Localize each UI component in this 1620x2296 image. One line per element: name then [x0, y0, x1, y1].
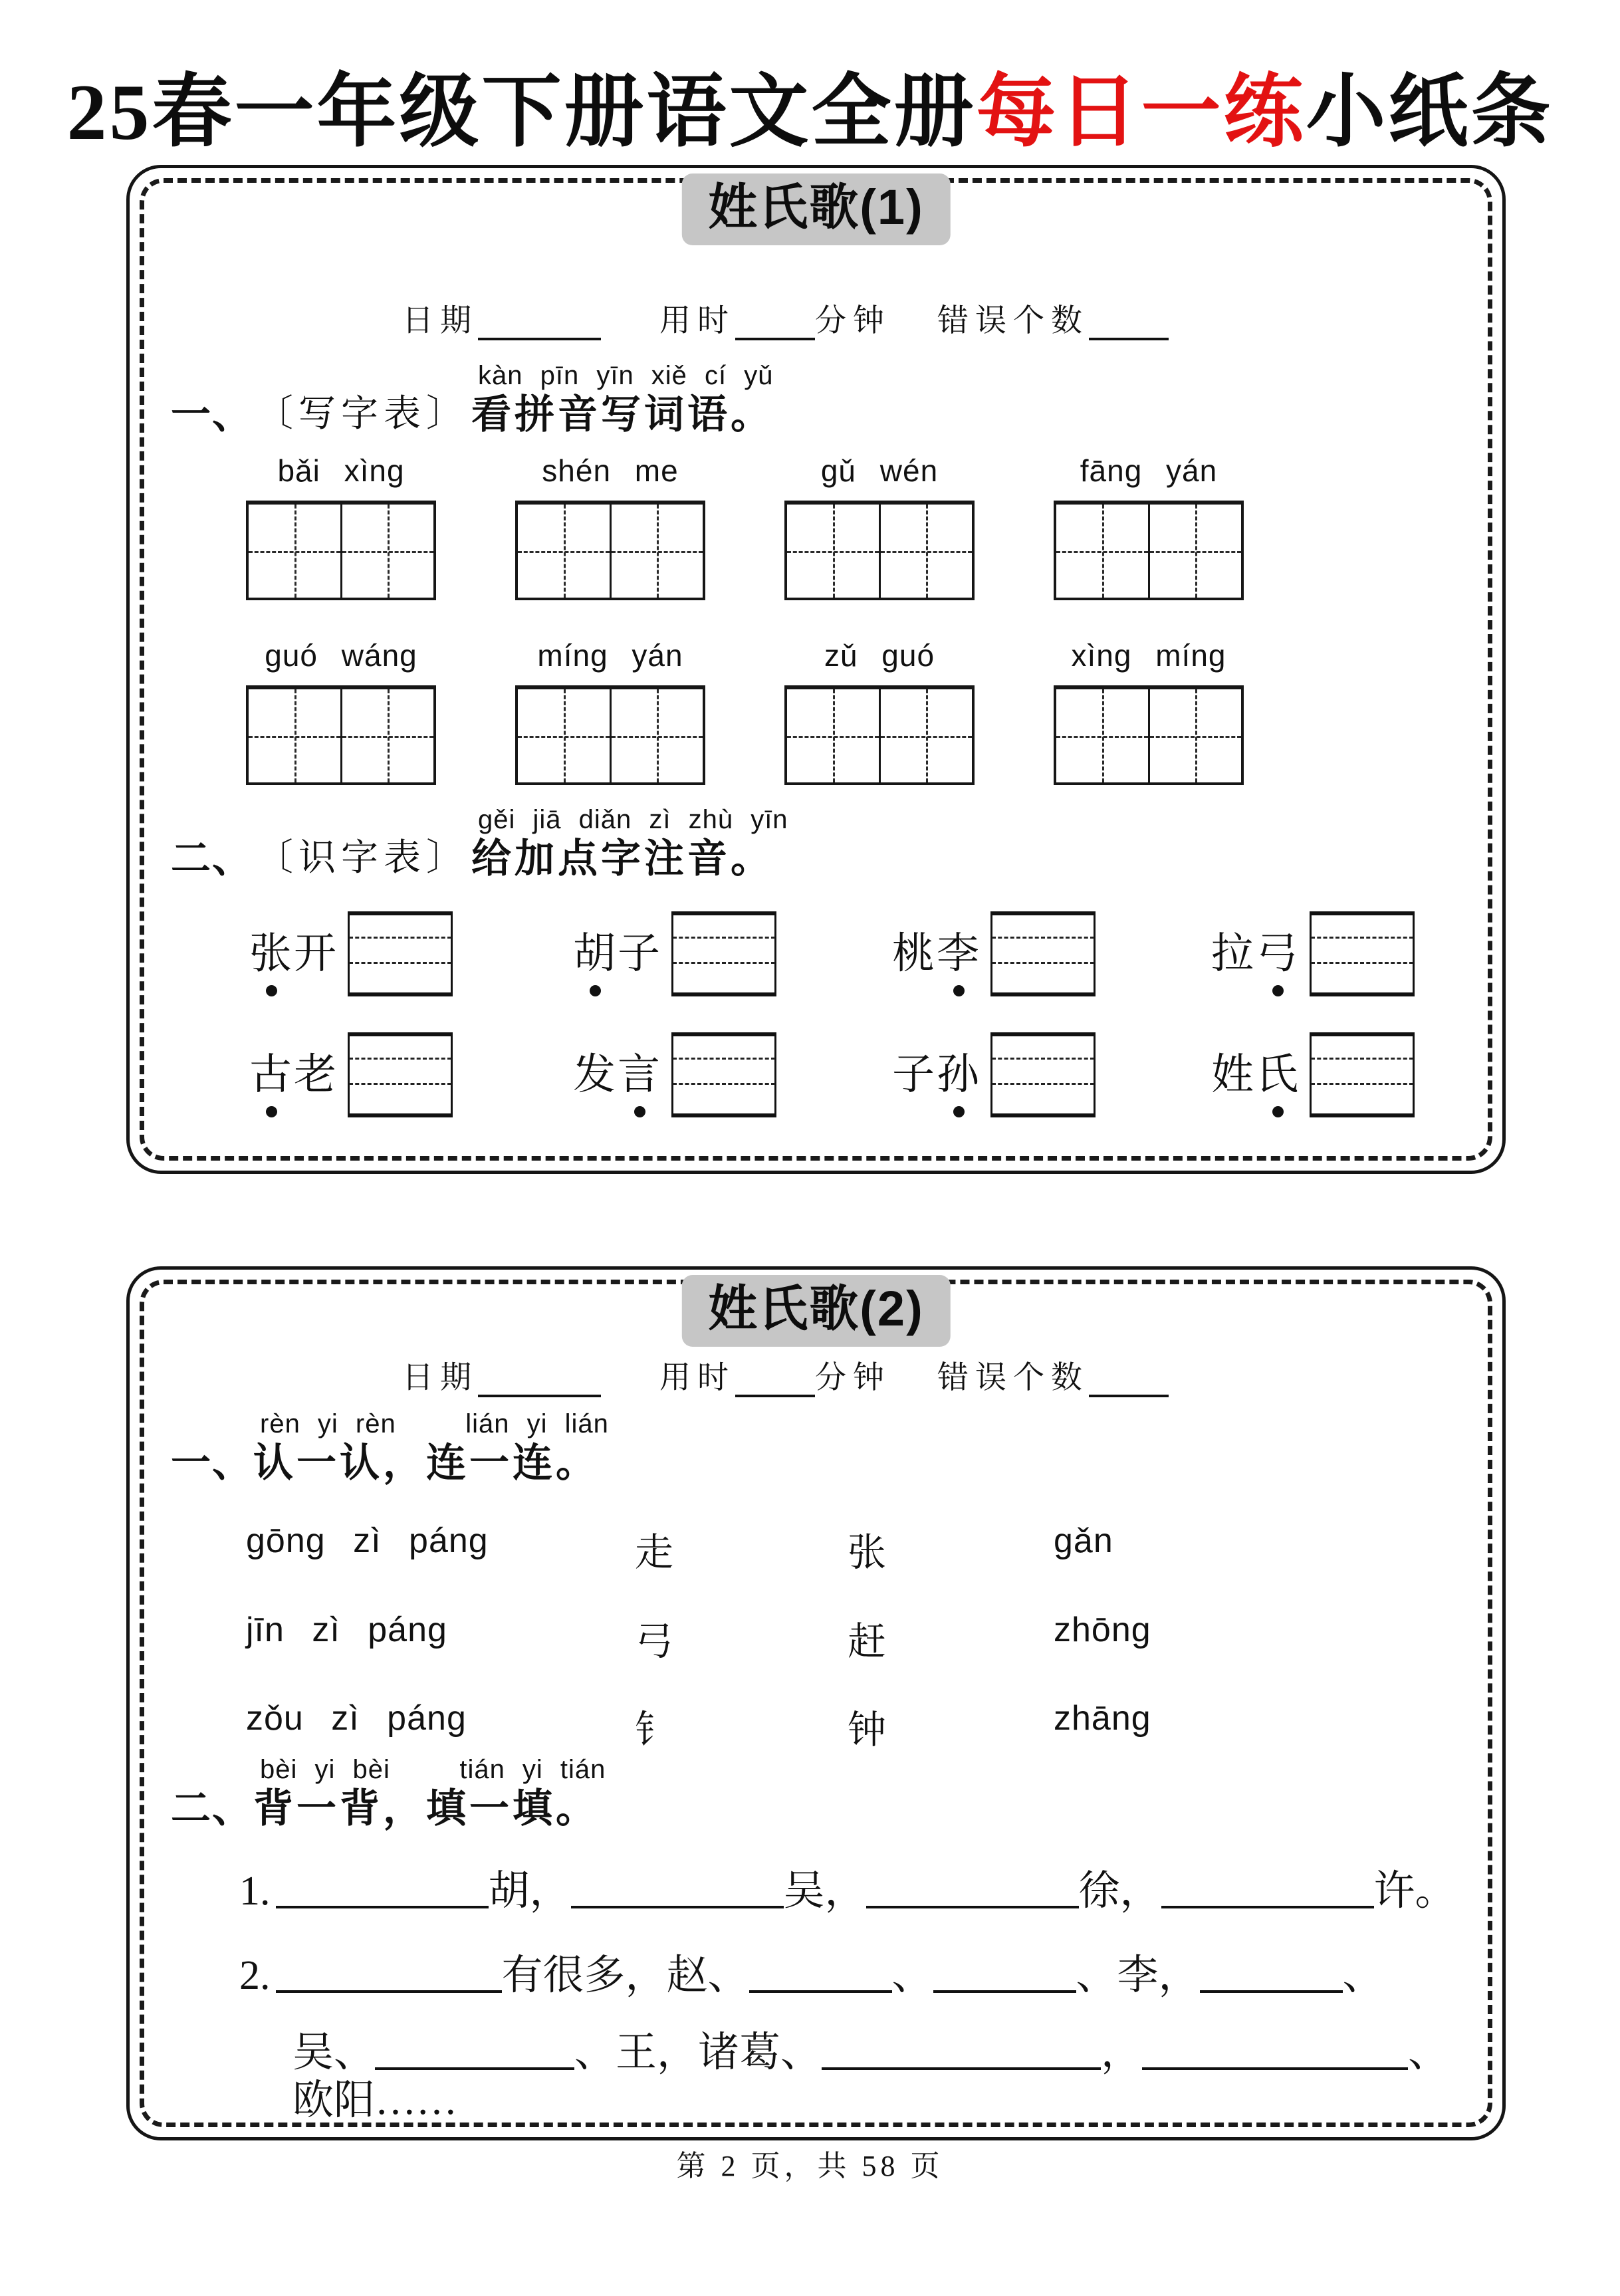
question-pinyin: bèi yi bèi tián yi tián: [260, 1755, 606, 1784]
tianzi-grid: [1054, 501, 1244, 600]
pinyin-answer-box: [1310, 911, 1415, 996]
pinyin-label: shén me: [542, 453, 679, 488]
tianzi-cell: [610, 505, 703, 598]
zhuyin-item: [892, 911, 1096, 996]
fill-blank: [571, 1865, 784, 1908]
word-char: 姓: [1211, 1051, 1256, 1098]
s2-question2-heading: [171, 1755, 606, 1829]
tianzi-cell: [787, 689, 879, 782]
match-left-pinyin: zǒu zì páng: [246, 1699, 467, 1738]
tianzi-grid: [246, 685, 436, 785]
zhuyin-item: [1211, 1032, 1415, 1117]
pinyin-label: guó wáng: [265, 638, 417, 673]
date-blank: [478, 305, 601, 340]
fill-text: 徐，: [1078, 1869, 1161, 1914]
annotated-word: [573, 1051, 662, 1098]
match-row-2: [246, 1610, 1389, 1670]
match-radical: 走: [635, 1531, 674, 1574]
fill-text: 、王，诸葛、: [574, 2030, 822, 2075]
meta-line-1: [402, 296, 1169, 340]
fill-text: 、: [1342, 1953, 1384, 1998]
zhuyin-item: [892, 1032, 1096, 1117]
tianzi-cell: [340, 505, 434, 598]
word-char: 发: [573, 1051, 618, 1098]
question-text: 认一认，连一连。: [253, 1440, 599, 1485]
fill-line-3: [292, 2026, 1449, 2077]
section1-header-badge: 姓氏歌(1): [681, 173, 950, 245]
question-number: 二、: [171, 836, 253, 881]
fill-line-4: [292, 2077, 457, 2124]
match-row-1: [246, 1521, 1389, 1581]
word-char: 子: [892, 1051, 937, 1098]
tianzi-grid: [1054, 685, 1244, 785]
question-text: 背一背，填一填。: [253, 1786, 599, 1831]
tianzi-cell: [518, 689, 610, 782]
word-char: 开: [294, 930, 338, 977]
zhuyin-item: [1211, 911, 1415, 996]
fill-blank: [1200, 1949, 1343, 1993]
fill-text: 吴，: [783, 1869, 866, 1914]
word-char: 弓: [1256, 930, 1300, 977]
pinyin-label: gǔ wén: [820, 453, 939, 488]
fill-blank: [276, 1865, 489, 1908]
errors-blank: [1089, 1362, 1169, 1397]
question-number: 二、: [171, 1786, 253, 1831]
fill-line-2: [239, 1949, 1384, 2000]
question-number: 一、: [171, 392, 253, 437]
time-blank: [735, 1362, 815, 1397]
pinyin-label: xìng míng: [1071, 638, 1226, 673]
pinyin-answer-box: [990, 1032, 1096, 1117]
zhuyin-item: [573, 911, 776, 996]
fill-text: 、李，: [1076, 1953, 1200, 1998]
title-highlight: 每日一练: [976, 68, 1306, 156]
tianzi-grid: [515, 685, 705, 785]
pinyin-answer-box: [671, 911, 776, 996]
fill-text: 、: [1408, 2030, 1450, 2075]
pinyin-answer-box: [990, 911, 1096, 996]
fill-text: 、: [891, 1953, 933, 1998]
word-char: 张: [249, 930, 294, 977]
word-char: 氏: [1256, 1051, 1300, 1098]
match-radical: 弓: [635, 1620, 674, 1663]
tianzi-cell: [249, 689, 340, 782]
time-label: 用时: [659, 304, 735, 338]
word-char: 言: [618, 1051, 662, 1098]
match-char: 钟: [848, 1708, 887, 1752]
pinyin-label: míng yán: [537, 638, 683, 673]
annotated-word: [249, 1051, 338, 1098]
question-tag: 〔写字表〕: [256, 394, 469, 435]
pinyin-answer-box: [671, 1032, 776, 1117]
fill-text: 有很多，赵、: [501, 1953, 749, 1998]
tianzi-cell: [1056, 689, 1148, 782]
word-char: 拉: [1211, 930, 1256, 977]
fill-text: 许。: [1373, 1869, 1456, 1914]
tianzi-grid: [784, 501, 975, 600]
zhuyin-item: [249, 1032, 453, 1117]
pinyin-label: bǎi xìng: [277, 453, 405, 488]
tianzi-cell: [1148, 505, 1242, 598]
fill-blank: [1142, 2026, 1408, 2070]
fill-text: 吴、: [292, 2030, 376, 2075]
page-title: [0, 48, 1620, 162]
match-radical: 钅: [635, 1708, 674, 1752]
annotated-word: [1211, 1051, 1300, 1098]
match-char: 赶: [848, 1620, 887, 1663]
word-char: 子: [618, 930, 662, 977]
annotated-word: [249, 930, 338, 977]
pinyin-label: fāng yán: [1080, 453, 1218, 488]
tianzi-cell: [610, 689, 703, 782]
date-blank: [478, 1362, 601, 1397]
item-number: 1.: [239, 1869, 271, 1914]
s1-question2-heading: [171, 805, 788, 879]
meta-line-2: [402, 1353, 1169, 1397]
match-right-pinyin: zhōng: [1054, 1611, 1151, 1649]
question-number: 一、: [171, 1440, 253, 1485]
date-label: 日期: [402, 304, 478, 338]
section-card-1: [126, 165, 1506, 1174]
pinyin-answer-box: [348, 911, 453, 996]
annotated-word: [573, 930, 662, 977]
date-label: 日期: [402, 1361, 478, 1395]
tianzi-cell: [518, 505, 610, 598]
s1-question1-heading: [171, 361, 774, 435]
match-char: 张: [848, 1531, 887, 1574]
fill-blank: [933, 1949, 1076, 1993]
fill-blank: [822, 2026, 1101, 2070]
word-char: 老: [294, 1051, 338, 1098]
tianzi-cell: [340, 689, 434, 782]
grid-row-2: [246, 685, 1244, 785]
word-char: 李: [937, 930, 981, 977]
title-prefix: 25春一年级下册语文全册: [66, 68, 977, 156]
page-footer: 第 2 页，共 58 页: [676, 2150, 944, 2182]
question-pinyin: gěi jiā diǎn zì zhù yīn: [478, 805, 788, 834]
pinyin-answer-box: [1310, 1032, 1415, 1117]
fill-text: ，: [1101, 2030, 1143, 2075]
fill-text: 胡，: [488, 1869, 571, 1914]
fill-blank: [276, 1949, 502, 1993]
fill-blank: [375, 2026, 574, 2070]
match-row-3: [246, 1698, 1389, 1758]
errors-label: 错误个数: [937, 304, 1089, 338]
match-right-pinyin: zhāng: [1054, 1699, 1151, 1738]
s2-question1-heading: [171, 1409, 609, 1484]
item-number: 2.: [239, 1953, 271, 1998]
annotated-word: [892, 1051, 981, 1098]
tianzi-cell: [879, 689, 973, 782]
question-tag: 〔识字表〕: [256, 838, 469, 879]
fill-text: 欧阳……: [292, 2078, 458, 2123]
question-pinyin: kàn pīn yīn xiě cí yǔ: [478, 361, 774, 390]
word-char: 孙: [937, 1051, 981, 1098]
time-blank: [735, 305, 815, 340]
tianzi-cell: [879, 505, 973, 598]
tianzi-grid: [246, 501, 436, 600]
tianzi-cell: [1056, 505, 1148, 598]
zhuyin-item: [249, 911, 453, 996]
tianzi-grid: [784, 685, 975, 785]
zhuyin-row-2: [249, 1032, 1419, 1142]
question-text: 给加点字注音。: [471, 836, 774, 881]
annotated-word: [1211, 930, 1300, 977]
annotated-word: [892, 930, 981, 977]
word-char: 桃: [892, 930, 937, 977]
tianzi-cell: [249, 505, 340, 598]
tianzi-cell: [787, 505, 879, 598]
pinyin-row-1: [246, 453, 1244, 489]
fill-line-1: [239, 1865, 1456, 1915]
match-left-pinyin: gōng zì páng: [246, 1522, 489, 1560]
title-suffix: 小纸条: [1306, 68, 1554, 156]
section2-header-badge: 姓氏歌(2): [681, 1275, 950, 1347]
pinyin-row-2: [246, 637, 1244, 673]
zhuyin-row-1: [249, 911, 1419, 1021]
question-text: 看拼音写词语。: [471, 392, 774, 437]
errors-blank: [1089, 305, 1169, 340]
grid-row-1: [246, 501, 1244, 600]
minutes-label: 分钟: [815, 1361, 891, 1395]
fill-blank: [749, 1949, 892, 1993]
question-pinyin: rèn yi rèn lián yi lián: [260, 1409, 609, 1438]
pinyin-answer-box: [348, 1032, 453, 1117]
word-char: 古: [249, 1051, 294, 1098]
section-card-2: [126, 1266, 1506, 2140]
tianzi-cell: [1148, 689, 1242, 782]
fill-blank: [1161, 1865, 1374, 1908]
fill-blank: [866, 1865, 1079, 1908]
minutes-label: 分钟: [815, 304, 891, 338]
match-left-pinyin: jīn zì páng: [246, 1611, 447, 1649]
errors-label: 错误个数: [937, 1361, 1089, 1395]
pinyin-label: zǔ guó: [824, 638, 935, 673]
tianzi-grid: [515, 501, 705, 600]
time-label: 用时: [659, 1361, 735, 1395]
word-char: 胡: [573, 930, 618, 977]
match-right-pinyin: gǎn: [1054, 1522, 1113, 1560]
zhuyin-item: [573, 1032, 776, 1117]
